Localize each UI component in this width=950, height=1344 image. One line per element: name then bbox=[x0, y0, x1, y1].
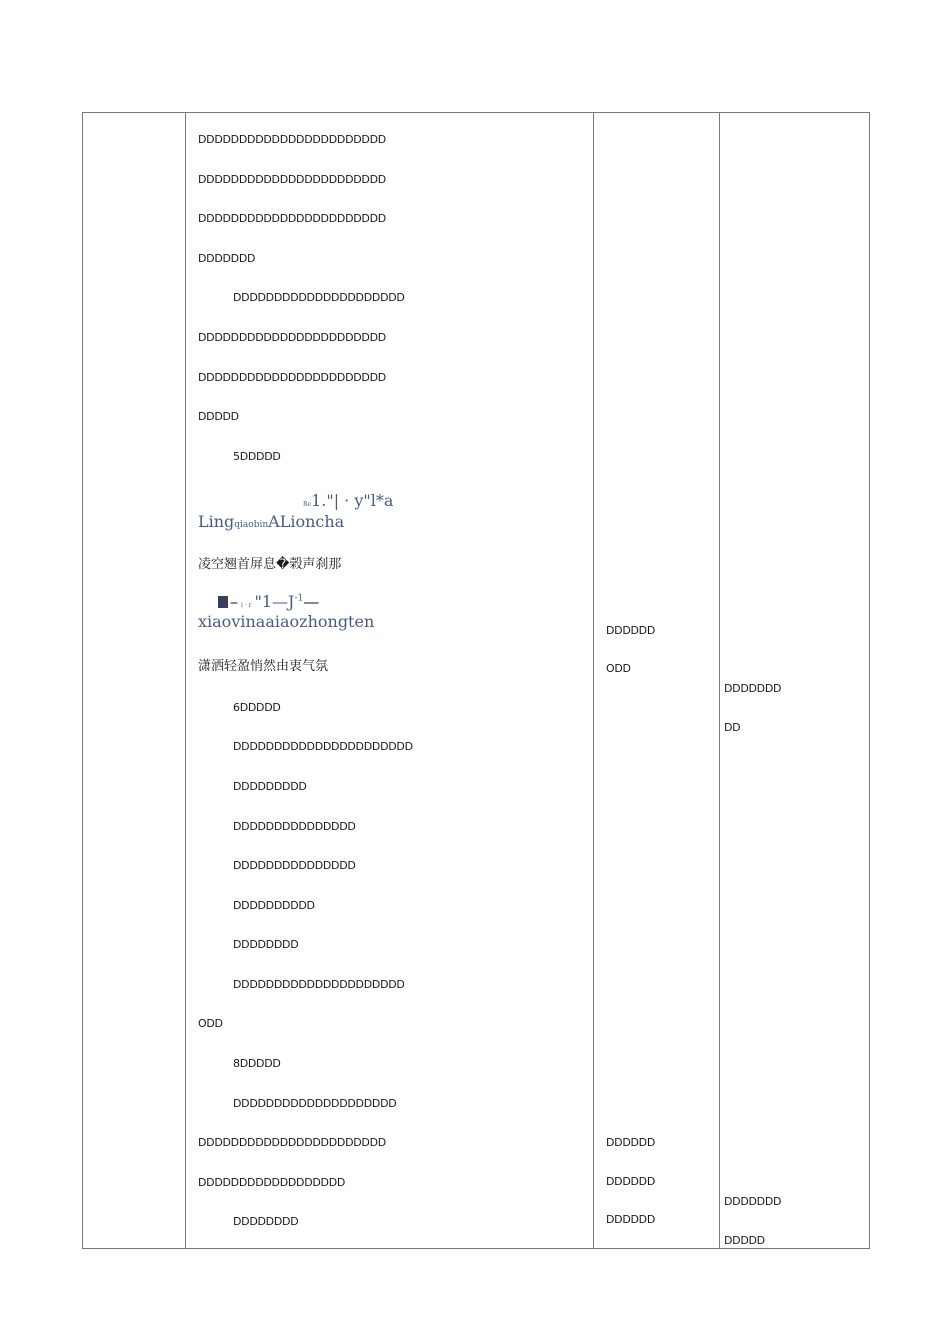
chinese-words-2: 潇洒轻盈悄然由衷气氛 bbox=[198, 659, 329, 674]
block-mark-icon bbox=[218, 596, 228, 608]
text-line: DDDDDDDDDDDDDDDDDDDDDDD bbox=[198, 1136, 386, 1149]
cell-text: DDDDDD bbox=[606, 1136, 656, 1149]
text-line: DDDDD bbox=[198, 410, 239, 423]
cell-text: DDDDD bbox=[724, 1234, 765, 1247]
text-line: DDDDDDDDDDDDDDDDDDDDDDD bbox=[198, 133, 386, 146]
section-number: 5DDDDD bbox=[233, 450, 281, 463]
cell-text: DD bbox=[724, 721, 741, 734]
text-line: DDDDDDDDDDDDDDDDDDDDDDD bbox=[198, 371, 386, 384]
pinyin-line-2: xiaovinaaiaozhongten bbox=[198, 612, 375, 631]
text-line: DDDDDDD bbox=[198, 252, 256, 265]
lesson-table bbox=[82, 112, 870, 1249]
pinyin-line-1: LingqiaobinALioncha bbox=[198, 512, 345, 531]
text-line: DDDDDDDD bbox=[233, 1215, 299, 1228]
text-line: DDDDDDDDDD bbox=[233, 899, 315, 912]
chinese-words-1: 凌空翘首屏息�榖声刹那 bbox=[198, 557, 342, 572]
text-line: DDDDDDDDDDDDDDD bbox=[233, 820, 356, 833]
cell-text: DDDDDD bbox=[606, 624, 656, 637]
text-line: DDDDDDDDDDDDDDDDDDDDD bbox=[233, 291, 405, 304]
text-line: DDDDDDDDDDDDDDDDDDDDDDD bbox=[198, 331, 386, 344]
cell-text: DDDDDD bbox=[606, 1175, 656, 1188]
text-line: DDDDDDDDDDDDDDDDDDDDDDD bbox=[198, 173, 386, 186]
text-line: DDDDDDDDDDDDDDDDDDDDDDD bbox=[198, 212, 386, 225]
section-number: 8DDDDD bbox=[233, 1057, 281, 1070]
text-line: DDDDDDDDD bbox=[233, 780, 307, 793]
section-number: 6DDDDD bbox=[233, 701, 281, 714]
cell-text: DDDDDDD bbox=[724, 1195, 782, 1208]
text-line: DDDDDDDDDDDDDDDDDDDDD bbox=[233, 978, 405, 991]
text-line: DDDDDDDDDDDDDDD bbox=[233, 859, 356, 872]
cell-text: DDDDDDD bbox=[724, 682, 782, 695]
pinyin-tone-marks-1: Re1."| · y"l*a bbox=[303, 491, 394, 510]
cell-text: ODD bbox=[606, 662, 631, 675]
column-divider-2 bbox=[593, 113, 594, 1248]
column-divider-1 bbox=[185, 113, 186, 1248]
text-line: DDDDDDDDDDDDDDDDDDDDDD bbox=[233, 740, 413, 753]
text-line: DDDDDDDD bbox=[233, 938, 299, 951]
pinyin-tone-marks-2: – i · r "$1—J^{-1}—$ bbox=[218, 592, 319, 611]
text-line: DDDDDDDDDDDDDDDDDDDD bbox=[233, 1097, 397, 1110]
text-line: ODD bbox=[198, 1017, 223, 1030]
text-line: DDDDDDDDDDDDDDDDDD bbox=[198, 1176, 346, 1189]
column-divider-3 bbox=[719, 113, 720, 1248]
cell-text: DDDDDD bbox=[606, 1213, 656, 1226]
